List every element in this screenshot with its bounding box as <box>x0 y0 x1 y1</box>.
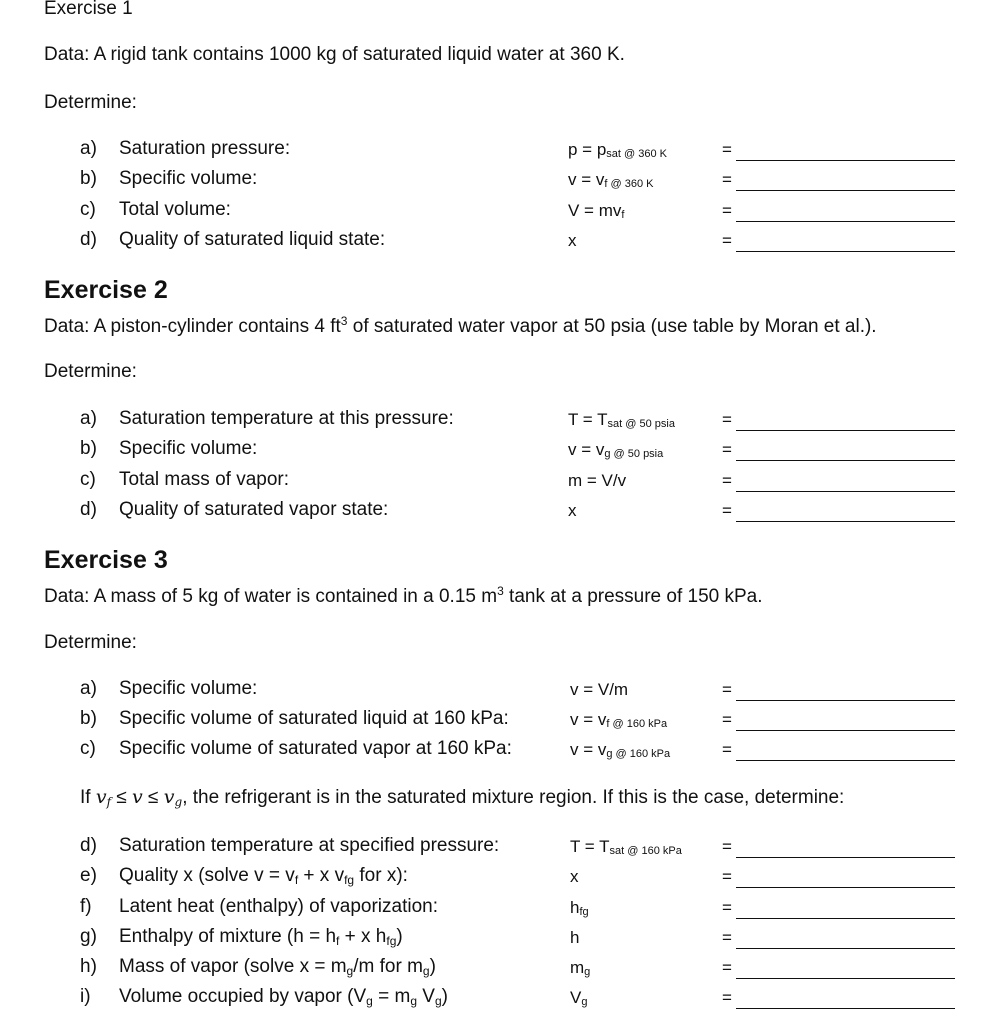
item-formula: v = V/m <box>570 680 629 699</box>
item-formula: $T = T_{sat @ 160 kPa}$ <box>570 837 682 857</box>
item-label: Saturation temperature at this pressure: <box>119 408 454 429</box>
answer-blank[interactable] <box>736 430 955 431</box>
equals-sign: = <box>722 898 732 917</box>
equals-sign: = <box>722 740 732 759</box>
answer-blank[interactable] <box>736 857 955 858</box>
answer-blank[interactable] <box>736 190 955 191</box>
item-formula: $V_g$ <box>570 988 588 1008</box>
answer-blank[interactable] <box>736 521 955 522</box>
item-label: Quality of saturated liquid state: <box>119 229 386 250</box>
equals-sign: = <box>722 988 732 1007</box>
item-letter: b) <box>80 168 97 189</box>
item-label: Saturation temperature at specified pressure: <box>119 835 500 856</box>
item-label: Quality of saturated vapor state: <box>119 499 389 520</box>
item-letter: a) <box>80 138 97 159</box>
item-formula: $h_{fg}$ <box>570 898 589 918</box>
item-formula: $v = v_{f @ 160 kPa}$ <box>570 710 668 730</box>
item-label: Specific volume: <box>119 438 258 459</box>
item-letter: b) <box>80 708 97 729</box>
item-letter: b) <box>80 438 97 459</box>
exercise-1-data: Data: A rigid tank contains 1000 kg of saturated liquid water at 360 K. <box>44 44 625 65</box>
item-formula: h <box>570 928 580 947</box>
item-label: Enthalpy of mixture ($h = h_f + x$ $h_{fg}$) <box>119 926 403 948</box>
item-formula: m = V/v <box>568 471 627 490</box>
equals-sign: = <box>722 928 732 947</box>
equals-sign: = <box>722 170 732 189</box>
item-letter: h) <box>80 956 97 977</box>
item-letter: a) <box>80 408 97 429</box>
answer-blank[interactable] <box>736 1008 955 1009</box>
item-letter: a) <box>80 678 97 699</box>
item-letter: d) <box>80 229 97 250</box>
answer-blank[interactable] <box>736 730 955 731</box>
item-letter: d) <box>80 499 97 520</box>
item-formula: $v = v_{f @ 360 K}$ <box>568 170 654 190</box>
item-letter: e) <box>80 865 97 886</box>
item-formula: $p = p_{sat @ 360 K}$ <box>568 140 667 160</box>
item-formula: $T = T_{sat @ 50 psia}$ <box>568 410 675 430</box>
answer-blank[interactable] <box>736 221 955 222</box>
equals-sign: = <box>722 501 732 520</box>
equals-sign: = <box>722 710 732 729</box>
item-formula: $V = mv_f$ <box>568 201 625 221</box>
equals-sign: = <box>722 410 732 429</box>
item-label: Specific volume: <box>119 168 258 189</box>
item-letter: c) <box>80 199 96 220</box>
exercise-3-data: Data: A mass of 5 kg of water is contained in a 0.15 $m^3$ tank at a pressure of 150 kPa. <box>44 584 763 607</box>
equals-sign: = <box>722 440 732 459</box>
exercise-3-title: Exercise 3 <box>44 546 168 574</box>
answer-blank[interactable] <box>736 918 955 919</box>
item-formula: x <box>568 501 577 520</box>
item-label: Latent heat (enthalpy) of vaporization: <box>119 896 438 917</box>
answer-blank[interactable] <box>736 978 955 979</box>
item-letter: c) <box>80 738 96 759</box>
exercise-2-data: Data: A piston-cylinder contains 4 $ft^3$ of saturated water vapor at 50 psia (use table by Moran et al.). <box>44 314 877 337</box>
exercise-3-determine: Determine: <box>44 632 137 653</box>
equals-sign: = <box>722 680 732 699</box>
item-letter: c) <box>80 469 96 490</box>
exercise-1-determine: Determine: <box>44 92 137 113</box>
item-label: Total volume: <box>119 199 231 220</box>
equals-sign: = <box>722 471 732 490</box>
item-formula: $m_g$ <box>570 958 591 978</box>
item-label: Quality x (solve $v = v_f + x$ $v_{fg}$ for x): <box>119 865 408 887</box>
item-letter: f) <box>80 896 92 917</box>
answer-blank[interactable] <box>736 700 955 701</box>
item-formula: x <box>568 231 577 250</box>
item-label: Total mass of vapor: <box>119 469 290 490</box>
item-formula: $v = v_{g @ 50 psia}$ <box>568 440 664 460</box>
equals-sign: = <box>722 231 732 250</box>
item-formula: $v = v_{g @ 160 kPa}$ <box>570 740 671 760</box>
answer-blank[interactable] <box>736 760 955 761</box>
answer-blank[interactable] <box>736 491 955 492</box>
answer-blank[interactable] <box>736 460 955 461</box>
item-label: Specific volume of saturated vapor at 160 kPa: <box>119 738 512 759</box>
mixture-condition-text: If $v_f \le v \le v_g$, the refrigerant is in the saturated mixture region. If this is the case, determine: <box>80 786 845 809</box>
answer-blank[interactable] <box>736 251 955 252</box>
item-label: Specific volume of saturated liquid at 160 kPa: <box>119 708 509 729</box>
answer-blank[interactable] <box>736 887 955 888</box>
answer-blank[interactable] <box>736 948 955 949</box>
item-label: Specific volume: <box>119 678 258 699</box>
equals-sign: = <box>722 958 732 977</box>
equals-sign: = <box>722 140 732 159</box>
item-label: Saturation pressure: <box>119 138 291 159</box>
equals-sign: = <box>722 867 732 886</box>
item-label: Volume occupied by vapor ($V_g = m_g$ $V_g$) <box>119 986 448 1008</box>
item-label: Mass of vapor (solve $x = m_g/m$ for $m_g$) <box>119 956 436 978</box>
item-formula: x <box>570 867 579 886</box>
exercise-1-title: Exercise 1 <box>44 0 133 19</box>
answer-blank[interactable] <box>736 160 955 161</box>
equals-sign: = <box>722 837 732 856</box>
item-letter: g) <box>80 926 97 947</box>
exercise-2-determine: Determine: <box>44 361 137 382</box>
item-letter: d) <box>80 835 97 856</box>
equals-sign: = <box>722 201 732 220</box>
item-letter: i) <box>80 986 91 1007</box>
exercise-2-title: Exercise 2 <box>44 276 168 304</box>
